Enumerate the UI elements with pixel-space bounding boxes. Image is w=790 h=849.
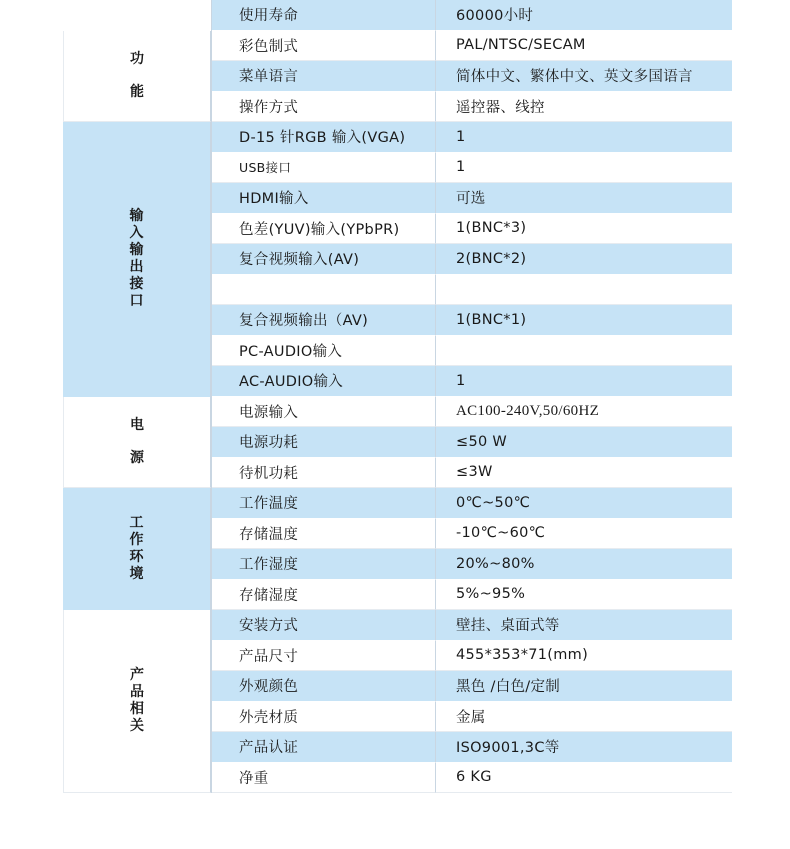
spec-value: 1(BNC*1) (436, 305, 732, 336)
spec-label: 产品尺寸 (212, 641, 436, 672)
spec-value (436, 336, 732, 367)
spec-label: PC-AUDIO输入 (212, 336, 436, 367)
category-power (63, 397, 211, 489)
spec-label: 彩色制式 (212, 31, 436, 62)
spec-value: ≤3W (436, 458, 732, 489)
spec-label: 电源功耗 (212, 427, 436, 458)
spec-value: 6 KG (436, 763, 732, 794)
category-char: 品 (130, 684, 144, 700)
category-char: 环 (129, 549, 144, 565)
spec-value: 0℃~50℃ (436, 488, 732, 519)
spec-label: 电源输入 (212, 397, 436, 428)
spec-label: 待机功耗 (212, 458, 436, 489)
category-char: 境 (129, 566, 144, 582)
spec-value: 1 (436, 366, 732, 397)
spec-label: USB接口 (212, 153, 436, 184)
category-char: 输 (129, 208, 144, 225)
category-char: 输 (129, 242, 144, 259)
category-char: 产 (130, 667, 144, 683)
spec-value: 60000小时 (436, 0, 732, 31)
spec-value: 简体中文、繁体中文、英文多国语言 (436, 61, 732, 92)
spec-value: PAL/NTSC/SECAM (436, 31, 732, 62)
spec-label: 色差(YUV)输入(YPbPR) (212, 214, 436, 245)
spec-value: 1 (436, 122, 732, 153)
category-char: 源 (130, 449, 144, 466)
spec-label: 菜单语言 (212, 61, 436, 92)
spec-label: 使用寿命 (212, 0, 436, 31)
spec-label: 工作温度 (212, 488, 436, 519)
spec-value: 壁挂、桌面式等 (436, 610, 732, 641)
spec-label: 净重 (212, 763, 436, 794)
spec-value: 黑色 /白色/定制 (436, 671, 732, 702)
spec-value: 1 (436, 153, 732, 184)
category-char: 电 (130, 416, 144, 433)
spec-value: 可选 (436, 183, 732, 214)
category-product (63, 610, 211, 793)
category-char: 作 (129, 532, 144, 548)
category-char: 能 (130, 83, 144, 100)
category-char: 出 (129, 259, 144, 276)
spec-label: D-15 针RGB 输入(VGA) (212, 122, 436, 153)
category-io (63, 122, 211, 397)
spec-label: 复合视频输入(AV) (212, 244, 436, 275)
spec-value: ≤50 W (436, 427, 732, 458)
category-env (63, 488, 211, 610)
category-char: 关 (130, 718, 144, 734)
spec-value: 1(BNC*3) (436, 214, 732, 245)
category-spacer (63, 0, 212, 31)
spec-label: 复合视频输出（AV) (212, 305, 436, 336)
spec-label: 安装方式 (212, 610, 436, 641)
spec-label: HDMI输入 (212, 183, 436, 214)
spec-label (212, 275, 436, 306)
spec-label: 存储温度 (212, 519, 436, 550)
spec-label: 产品认证 (212, 732, 436, 763)
spec-label: 存储湿度 (212, 580, 436, 611)
spec-value: 20%~80% (436, 549, 732, 580)
spec-value: 金属 (436, 702, 732, 733)
category-function (63, 31, 211, 123)
spec-label: 操作方式 (212, 92, 436, 123)
spec-label: 外壳材质 (212, 702, 436, 733)
spec-value: ISO9001,3C等 (436, 732, 732, 763)
spec-value: AC100-240V,50/60HZ (436, 397, 732, 428)
spec-value: 5%~95% (436, 580, 732, 611)
category-char: 工 (129, 515, 144, 531)
table-row (63, 0, 731, 31)
category-char: 接 (129, 276, 144, 293)
spec-value: -10℃~60℃ (436, 519, 732, 550)
spec-label: 工作湿度 (212, 549, 436, 580)
spec-value: 455*353*71(mm) (436, 641, 732, 672)
spec-value: 2(BNC*2) (436, 244, 732, 275)
category-char: 相 (130, 701, 144, 717)
spec-label: 外观颜色 (212, 671, 436, 702)
spec-value (436, 275, 732, 306)
spec-value: 遥控器、线控 (436, 92, 732, 123)
category-char: 口 (129, 293, 144, 310)
category-char: 功 (130, 50, 144, 67)
category-char: 入 (129, 225, 144, 242)
spec-label: AC-AUDIO输入 (212, 366, 436, 397)
